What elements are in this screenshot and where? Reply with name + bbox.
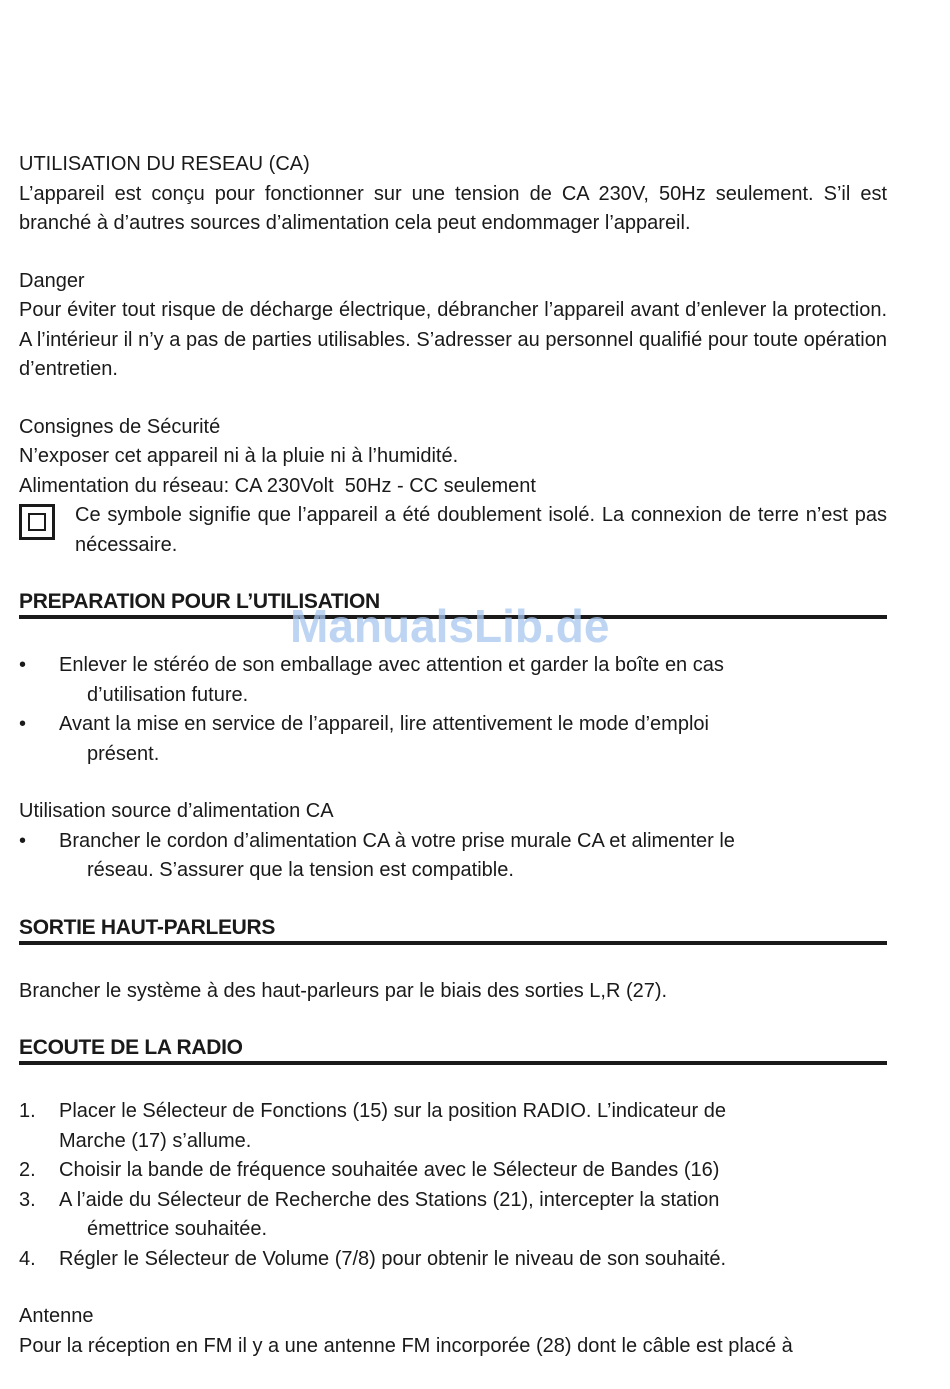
list-item-line1: A l’aide du Sélecteur de Recherche des Stations (21), intercepter la station (59, 1188, 720, 1211)
list-item-text (59, 827, 799, 886)
list-item-line1: Régler le Sélecteur de Volume (7/8) pour obtenir le niveau de son souhaité. (59, 1247, 727, 1270)
list-item (19, 827, 887, 886)
heading-sortie: SORTIE HAUT-PARLEURS (19, 914, 887, 945)
list-item-text (59, 1186, 799, 1245)
heading-preparation: PREPARATION POUR L’UTILISATION (19, 588, 887, 619)
list-item-line1: Avant la mise en service de l’appareil, lire attentivement le mode d’emploi (59, 713, 709, 735)
list-item (19, 1186, 887, 1245)
paragraph-sortie: Brancher le système à des haut-parleurs par le biais des sorties L,R (27). (19, 979, 668, 1002)
section-title-antenne: Antenne (19, 1305, 94, 1327)
radio-steps-list (19, 1097, 887, 1274)
list-item (19, 1156, 887, 1186)
section-danger (19, 267, 887, 385)
list-item-line2: émettrice souhaitée. (87, 1218, 268, 1240)
list-item-line1: Enlever le stéréo de son emballage avec attention et garder la boîte en cas (59, 654, 724, 676)
list-item-text (59, 1156, 799, 1186)
list-item-line1: Brancher le cordon d’alimentation CA à votre prise murale CA et alimenter le (59, 829, 735, 852)
list-item-line2: Marche (17) s’allume. (59, 1129, 252, 1152)
paragraph-antenne: Pour la réception en FM il y a une antenne FM incorporée (28) dont le câble est placé à (19, 1334, 793, 1357)
list-item-line2: d’utilisation future. (87, 683, 249, 706)
list-item-line1: Placer le Sélecteur de Fonctions (15) sur la position RADIO. L’indicateur de (59, 1100, 727, 1122)
paragraph-danger: Pour éviter tout risque de décharge électrique, débrancher l’appareil avant d’enlever la protection. A l’intérieur il n’y a pas de parties utilisables. S’adresser au personnel qualifié pour toute opération d’entretien. (19, 299, 887, 380)
section-title-reseau: UTILISATION DU RESEAU (CA) (19, 153, 310, 175)
paragraph-reseau: L’appareil est conçu pour fonctionner sur une tension de CA 230V, 50Hz seulement. S’il est branché à d’autres sources d’alimentation cela peut endommager l’appareil. (19, 182, 887, 234)
watermark-text: ManualsLib.de (290, 600, 610, 652)
double-insulation-icon (19, 504, 55, 540)
bullet-marker: • (19, 829, 27, 852)
heading-radio: ECOUTE DE LA RADIO (19, 1034, 887, 1065)
source-ca-bullet-list (19, 827, 887, 886)
list-item (19, 1097, 887, 1156)
list-item-line1: Choisir la bande de fréquence souhaitée avec le Sélecteur de Bandes (16) (59, 1159, 720, 1181)
double-insulation-note (19, 501, 887, 560)
paragraph-securite-humidite: N’exposer cet appareil ni à la pluie ni à l’humidité. (19, 445, 459, 467)
list-item-text (59, 1245, 799, 1275)
section-securite (19, 413, 887, 502)
section-title-danger: Danger (19, 269, 85, 292)
list-item-line2: réseau. S’assurer que la tension est compatible. (87, 859, 514, 881)
section-title-source-ca: Utilisation source d’alimentation CA (19, 800, 334, 822)
step-number: 2. (19, 1159, 36, 1181)
step-number: 3. (19, 1188, 36, 1211)
bullet-marker: • (19, 654, 27, 676)
preparation-bullet-list (19, 651, 887, 769)
section-reseau (19, 150, 887, 239)
list-item-text (59, 710, 799, 769)
step-number: 1. (19, 1100, 36, 1122)
section-title-securite: Consignes de Sécurité (19, 415, 221, 438)
list-item (19, 651, 887, 710)
list-item (19, 1245, 887, 1275)
list-item (19, 710, 887, 769)
list-item-text (59, 651, 799, 710)
manual-page (19, 150, 887, 1361)
double-insulation-text: Ce symbole signifie que l’appareil a été doublement isolé. La connexion de terre n’est pas nécessaire. (75, 504, 887, 556)
step-number: 4. (19, 1247, 36, 1270)
double-insulation-inner-square (28, 513, 46, 531)
list-item-text (59, 1097, 799, 1156)
bullet-marker: • (19, 713, 27, 735)
list-item-line2: présent. (87, 742, 160, 765)
paragraph-securite-alimentation: Alimentation du réseau: CA 230Volt 50Hz - CC seulement (19, 474, 536, 497)
